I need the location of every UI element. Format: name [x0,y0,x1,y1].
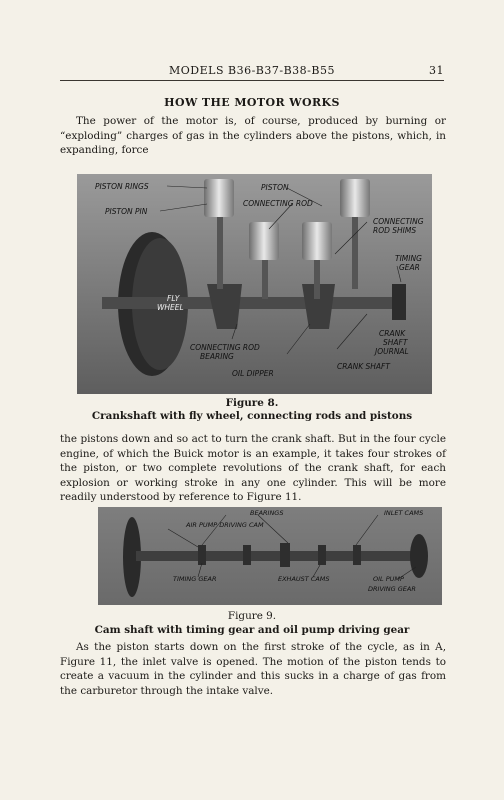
running-title: MODELS B36-B37-B38-B55 [169,64,335,77]
section-title: HOW THE MOTOR WORKS [164,96,340,109]
label-piston: PISTON [261,183,289,192]
label-connecting-rod: CONNECTING ROD [243,199,313,208]
piston-4 [340,179,370,217]
label-timing-gear: TIMING GEAR [173,575,217,583]
piston-2 [249,222,279,260]
oil-pump-driving-gear-shape [410,534,428,578]
paragraph-1: The power of the motor is, of course, produced by burning or “exploding” charges of gas in the cylinders above the pistons, which, in expanding, force [60,115,446,157]
crank-shaft-bar [102,297,402,309]
label-crank-shaft-journal-2: SHAFT [383,338,408,347]
label-crank-shaft-journal-1: CRANK [379,329,406,338]
label-piston-pin: PISTON PIN [105,207,148,216]
piston-3 [302,222,332,260]
figure-9-number: Figure 9. [227,610,277,622]
header-rule [60,80,444,81]
paragraph-3: As the piston starts down on the first stroke of the cycle, as in A, Figure 11, the inlet valve is opened. The motion of the piston tends to create a vacuum in the cylinder and this sucks in a charge of gas from the carburetor through the intake valve. [60,641,446,697]
label-crank-shaft-journal-3: JOURNAL [375,347,409,356]
label-connecting-rod-shims-1: CONNECTING [373,217,424,226]
figure-9-caption: Cam shaft with timing gear and oil pump driving gear [94,624,410,636]
figure-8-crankshaft-photo [77,174,432,394]
label-connecting-rod-shims-2: ROD SHIMS [373,226,417,235]
label-bearings: BEARINGS [250,509,284,517]
figure-9-camshaft-photo [98,507,442,605]
label-timing-gear-1: TIMING [395,254,422,263]
page-number: 31 [429,64,444,77]
label-oil-dipper: OIL DIPPER [232,369,274,378]
label-exhaust-cams: EXHAUST CAMS [278,575,330,583]
paragraph-2: the pistons down and so act to turn the crank shaft. But in the four cycle engine, of which the Buick motor is an example, it takes four strokes of the piston, or two complete revolutions of the crank shaft, for each explosion or working stroke in any one cylinder. This will be more readily understood by reference to Figure 11. [60,433,446,504]
timing-gear-shape [392,284,406,320]
label-timing-gear-2: GEAR [399,263,420,272]
label-air-pump-driving-cam: AIR PUMP DRIVING CAM [186,521,264,529]
label-oil-pump-2: DRIVING GEAR [368,585,416,593]
figure-8-caption: Crankshaft with fly wheel, connecting rods and pistons [91,410,413,422]
label-inlet-cams: INLET CAMS [384,509,424,517]
label-oil-pump-1: OIL PUMP [373,575,404,583]
piston-1 [204,179,234,217]
label-piston-rings: PISTON RINGS [95,182,149,191]
label-connecting-rod-bearing-2: BEARING [200,352,234,361]
label-connecting-rod-bearing-1: CONNECTING ROD [190,343,260,352]
label-fly-wheel-2: WHEEL [157,303,184,312]
label-crank-shaft: CRANK SHAFT [337,362,390,371]
label-fly-wheel-1: FLY [167,294,180,303]
figure-8-number: Figure 8. [225,397,279,409]
